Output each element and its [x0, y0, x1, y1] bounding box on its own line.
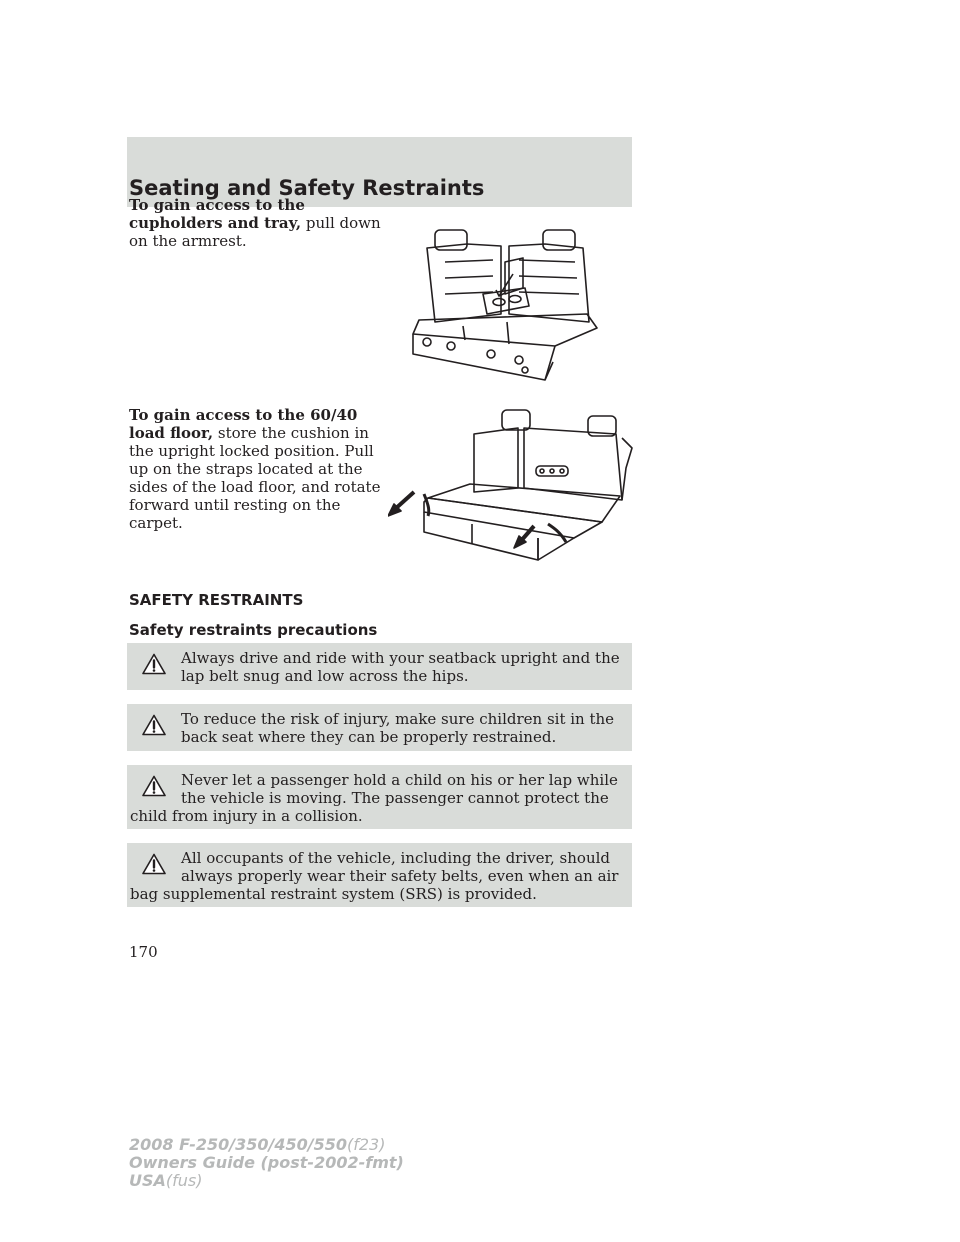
warning-text: Never let a passenger hold a child on his or her lap while the vehicle is moving. The passenger cannot protect the child from injury in a collision.: [130, 771, 618, 825]
document-footer: [129, 1136, 404, 1190]
load-floor-instruction: [129, 406, 389, 532]
footer-market: USA: [129, 1171, 166, 1190]
cupholder-lead: To gain access to the cupholders and tray,: [129, 196, 305, 232]
warning-text: Always drive and ride with your seatback upright and the lap belt snug and low across the hips.: [181, 649, 620, 685]
footer-market-code: (fus): [165, 1171, 203, 1190]
safety-restraints-heading: SAFETY RESTRAINTS: [129, 591, 304, 609]
load-floor-body: store the cushion in the upright locked position. Pull up on the straps located at the sides of the load floor, and rotate forward until resting on the carpet.: [129, 424, 381, 532]
rear-seat-armrest-cupholder-illustration: [405, 222, 601, 382]
warning-triangle-icon: [142, 853, 166, 875]
warning-triangle-icon: [142, 714, 166, 736]
warning-text: All occupants of the vehicle, including the driver, should always properly wear their safety belts, even when an air bag supplemental restraint system (SRS) is provided.: [130, 849, 619, 903]
footer-guide: Owners Guide (post-2002-fmt): [129, 1153, 404, 1172]
page-section-title: Seating and Safety Restraints: [129, 176, 485, 200]
cupholder-instruction: [129, 196, 389, 250]
footer-model-code: (f23): [347, 1135, 386, 1154]
warning-triangle-icon: [142, 653, 166, 675]
warning-box: [127, 643, 632, 690]
rear-seat-load-floor-illustration: [388, 408, 634, 570]
warning-box: [127, 704, 632, 751]
cupholder-body: pull down on the armrest.: [129, 214, 381, 250]
footer-model: 2008 F-250/350/450/550: [129, 1135, 347, 1154]
safety-precautions-subheading: Safety restraints precautions: [129, 621, 378, 639]
warning-box: [127, 843, 632, 907]
warning-triangle-icon: [142, 775, 166, 797]
warning-text: To reduce the risk of injury, make sure children sit in the back seat where they can be properly restrained.: [181, 710, 615, 746]
load-floor-lead: To gain access to the 60/40 load floor,: [129, 406, 358, 442]
page-number: 170: [129, 943, 158, 961]
warning-box: [127, 765, 632, 829]
